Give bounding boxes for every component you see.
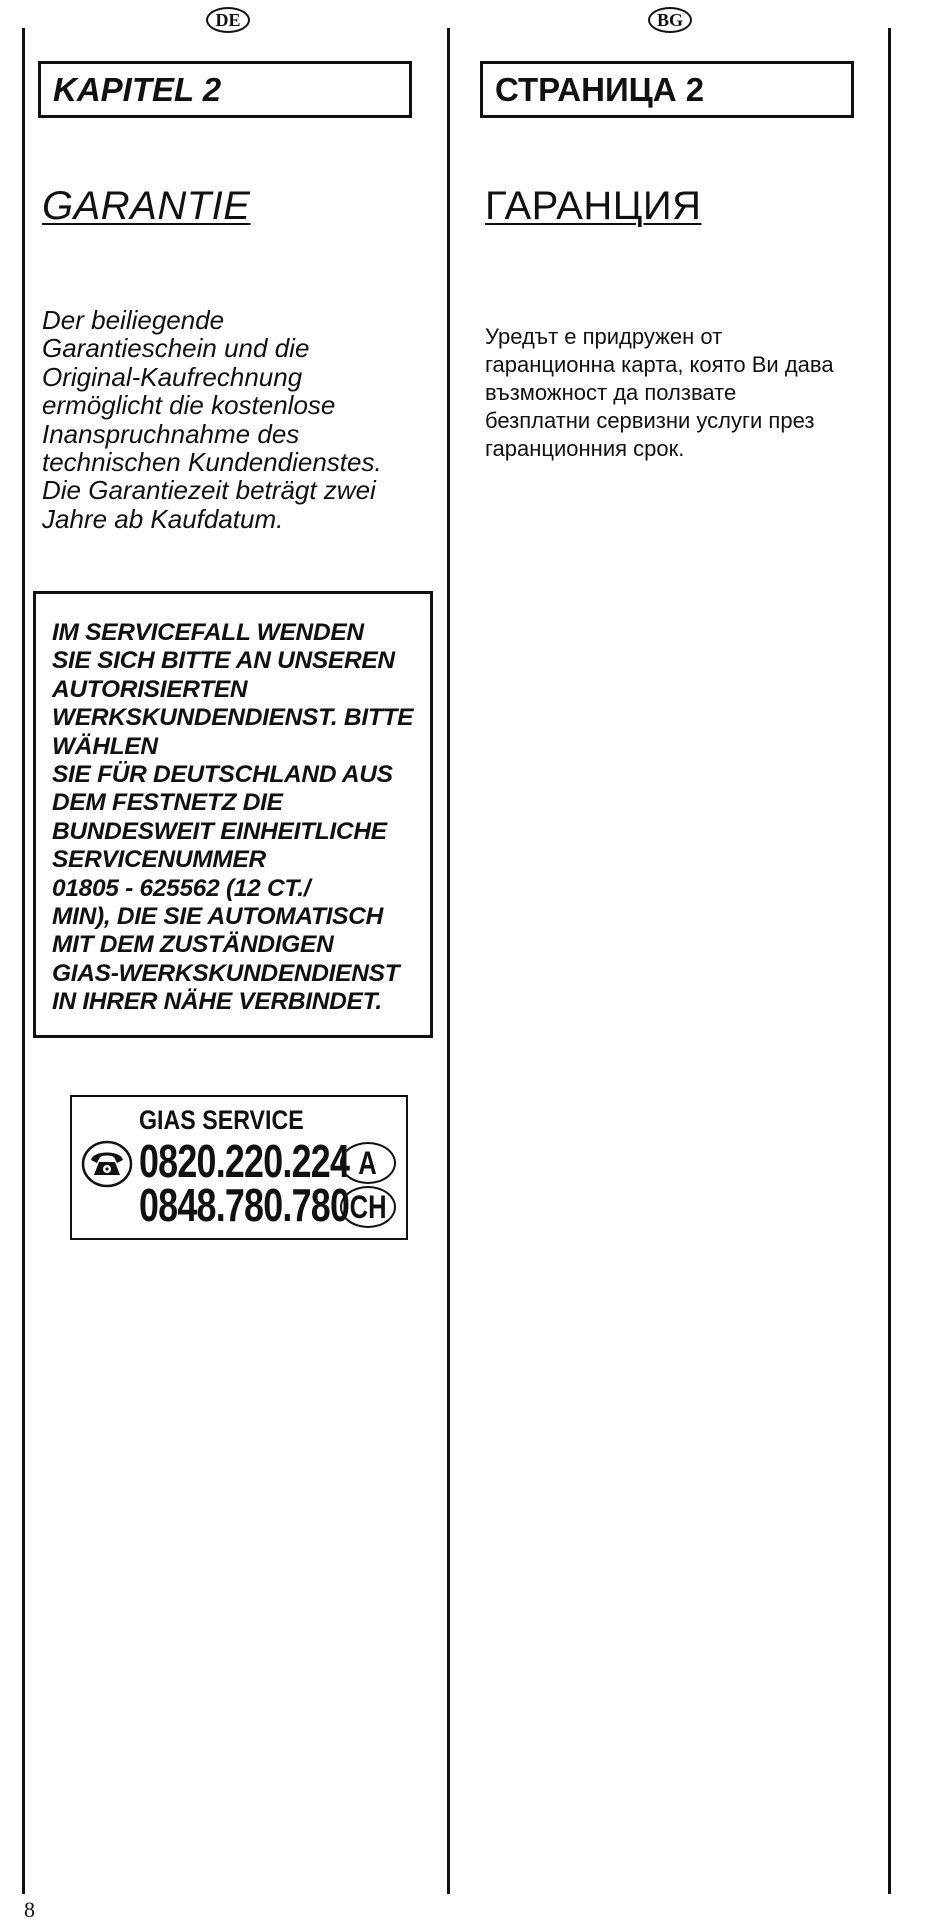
- section-title-de: GARANTIE: [42, 184, 251, 228]
- gias-service-box: [70, 1095, 408, 1240]
- country-badge-austria: [340, 1142, 396, 1184]
- gias-service-label: GIAS SERVICE: [139, 1105, 304, 1135]
- country-badge-switzerland: [340, 1186, 396, 1228]
- guarantee-paragraph-bg: Уредът е придружен от гаранционна карта, която Ви дава възможност да ползвате безплатни сервизни услуги през гаранционния срок.: [485, 324, 834, 461]
- left-column-rule: [22, 28, 25, 1894]
- service-number-switzerland: 0848.780.780: [139, 1179, 350, 1231]
- guarantee-paragraph-de: Der beiliegende Garantieschein und die Original-Kaufrechnung ermöglicht die kostenlose Inanspruchnahme des technischen Kundendienstes. Die Garantiezeit beträgt zwei Jahre ab Kaufdatum.: [42, 305, 382, 534]
- chapter-heading-bg: СТРАНИЦА 2: [480, 61, 854, 118]
- language-badge-de: DE: [206, 7, 250, 33]
- country-code-austria: A: [358, 1145, 378, 1181]
- service-notice-box: [33, 591, 433, 1038]
- right-column-rule: [888, 28, 891, 1894]
- telephone-icon: [81, 1140, 133, 1188]
- service-notice-text: IM SERVICEFALL WENDEN SIE SICH BITTE AN UNSEREN AUTORISIERTEN WERKSKUNDENDIENST. BITTE WÄHLEN SIE FÜR DEUTSCHLAND AUS DEM FESTNETZ DIE BUNDESWEIT EINHEITLICHE SERVICENUMMER 01805 - 625562 (12 CT./ MIN), DIE SIE AUTOMATISCH MIT DEM ZUSTÄNDIGEN GIAS-WERKSKUNDENDIENST IN IHRER NÄHE VERBINDET.: [52, 619, 414, 1016]
- chapter-heading-de: KAPITEL 2: [38, 61, 412, 118]
- center-column-rule: [447, 28, 450, 1894]
- section-title-bg: ГАРАНЦИЯ: [485, 184, 702, 228]
- page-number: 8: [24, 1897, 35, 1922]
- service-number-austria: 0820.220.224: [139, 1135, 350, 1187]
- language-badge-bg: BG: [648, 7, 692, 33]
- country-code-switzerland: CH: [349, 1189, 387, 1225]
